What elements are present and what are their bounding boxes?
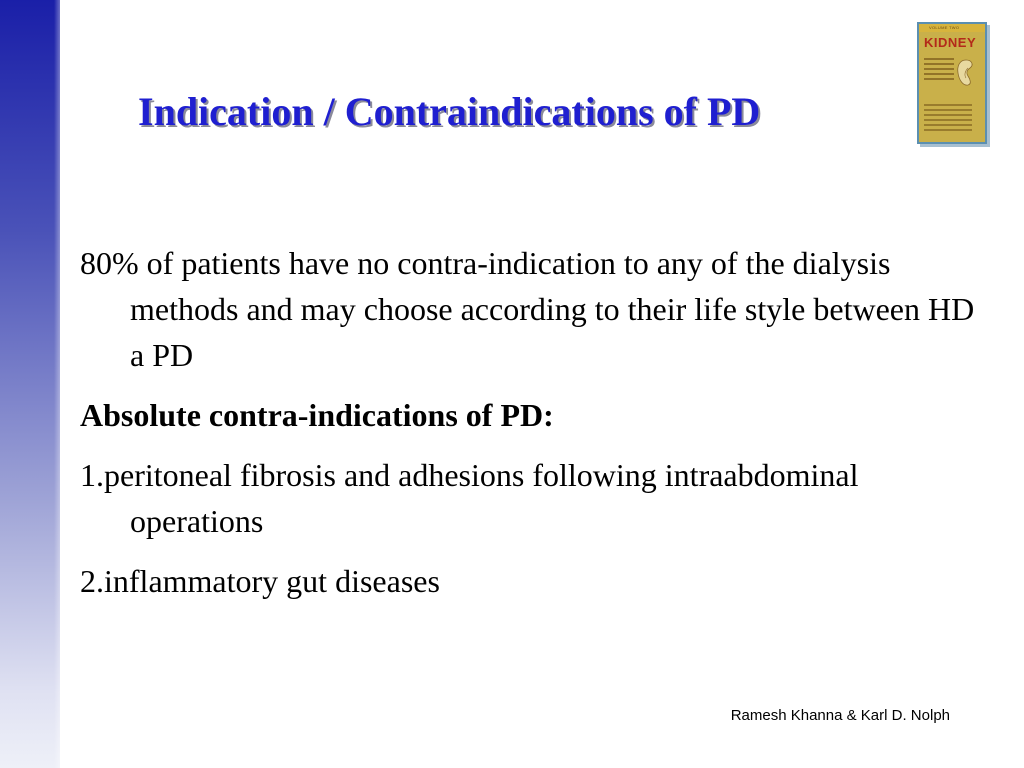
slide-title: Indication / Contraindications of PD [138,89,761,134]
footer-credit: Ramesh Khanna & Karl D. Nolph [730,707,950,724]
body-paragraph-intro: 80% of patients have no contra-indication to any of the dialysis methods and may choose according to their life style between HD a PD [80,245,975,373]
body-heading-absolute-contraindications: Absolute contra-indications of PD: [80,397,554,433]
kidney-book-cover-image [917,22,987,144]
book-title-text: KIDNEY [924,35,977,50]
book-volume-text: VOLUME TWO [929,25,960,30]
list-item-inflammatory-gut: 2.inflammatory gut diseases [80,563,440,599]
list-item-peritoneal-fibrosis: 1.peritoneal fibrosis and adhesions following intraabdominal operations [80,457,859,539]
book-author-lines [924,58,954,83]
decorative-side-bar [0,0,60,768]
kidney-icon [955,58,977,88]
book-subtitle-lines [924,104,972,134]
slide-body [80,240,980,618]
